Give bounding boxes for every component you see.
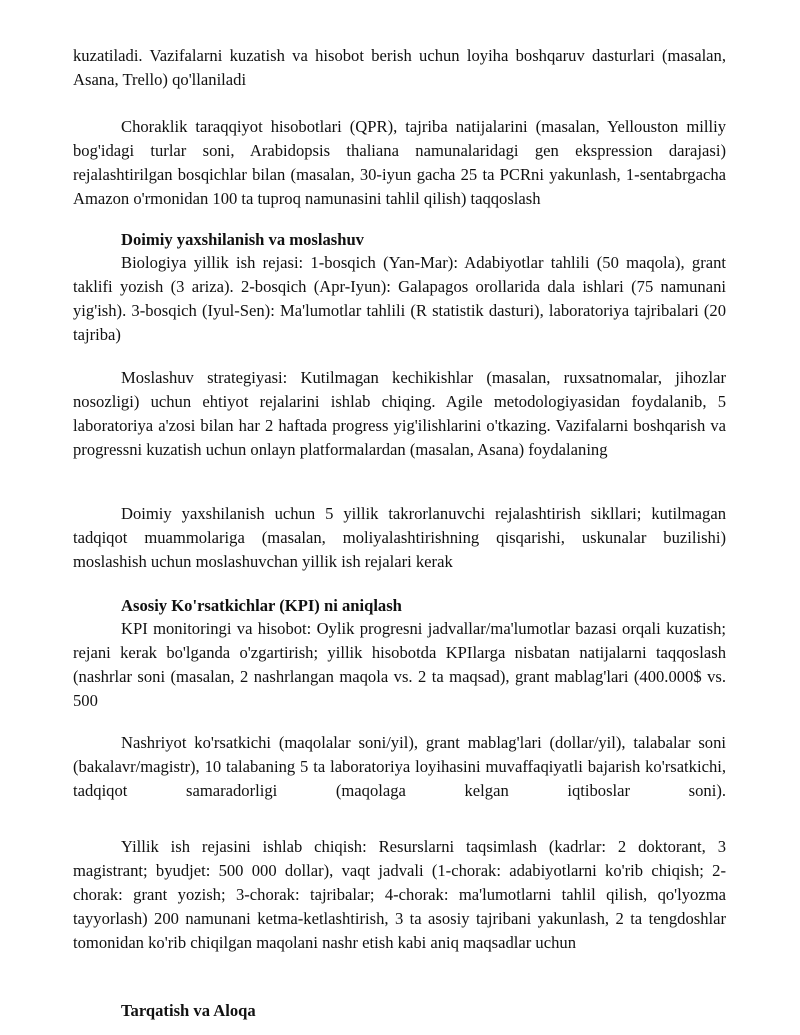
heading-dissemination: Tarqatish va Aloqa bbox=[121, 1001, 256, 1020]
paragraph-adaptation-strategy: Moslashuv strategiyasi: Kutilmagan kechikishlar (masalan, ruxsatnomalar, jihozlar nosozligi) uchun ehtiyot rejalarini ishlab chiqing. Agile metodologiyasidan foydalanib, 5 laboratoriya a'zosi bilan har 2 haftada progress yig'ilishlarini o'tkazing. Vazifalarni boshqarish va progressni kuzatish uchun onlayn platformalardan (masalan, Asana) foydalaning bbox=[73, 368, 726, 460]
paragraph-annual-plan-development: Yillik ish rejasini ishlab chiqish: Resurslarni taqsimlash (kadrlar: 2 doktorant, 3 magistrant; byudjet: 500 000 dollar), vaqt jadvali (1-chorak: adabiyotlarni ko'rib chiqish; 2-chorak: grant yozish; 3-chorak: tajribalar; 4-chorak: ma'lumotlarni tahlil qilish, qo'lyozma tayyorlash) 200 namunani ketma-ketlashtirish, 3 ta asosiy tajribani yakunlash, 2 ta tengdoshlar tomonidan ko'rib chiqilgan maqolani nashr etish kabi aniq maqsadlar uchun bbox=[73, 837, 726, 953]
heading-kpi: Asosiy Ko'rsatkichlar (KPI) ni aniqlash bbox=[121, 596, 402, 615]
paragraph-task-tracking: kuzatiladi. Vazifalarni kuzatish va hisobot berish uchun loyiha boshqaruv dasturlari (masalan, Asana, Trello) qo'llaniladi bbox=[73, 46, 726, 90]
paragraph-kpi-monitoring: KPI monitoringi va hisobot: Oylik progresni jadvallar/ma'lumotlar bazasi orqali kuzatish; rejani kerak bo'lganda o'zgartirish; yillik hisobotda KPIlarga nisbatan natijalarni taqqoslash (nashrlar soni (masalan, 2 nashrlangan maqola vs. 2 ta maqsad), grant mablag'lari (400.000$ vs. 500 bbox=[73, 619, 726, 711]
paragraph-quarterly-reports: Choraklik taraqqiyot hisobotlari (QPR), tajriba natijalarini (masalan, Yellouston milliy bog'idagi turlar soni, Arabidopsis thaliana namunalaridagi gen ekspression darajasi) rejalashtirilgan bosqichlar bilan (masalan, 30-iyun gacha 25 ta PCRni yakunlash, 1-sentabrgacha Amazon o'rmonidan 100 ta tuproq namunasini tahlil qilish) taqqoslash bbox=[73, 117, 726, 209]
paragraph-annual-plan-phases: Biologiya yillik ish rejasi: 1-bosqich (Yan-Mar): Adabiyotlar tahlili (50 maqola), grant taklifi yozish (3 ariza). 2-bosqich (Apr-Iyun): Galapagos orollarida dala ishlari (75 namunani yig'ish). 3-bosqich (Iyul-Sen): Ma'lumotlar tahlili (R statistik dasturi), laboratoriya tajribalari (20 tajriba) bbox=[73, 253, 726, 345]
heading-continuous-improvement: Doimiy yaxshilanish va moslashuv bbox=[121, 230, 364, 249]
paragraph-publication-metrics: Nashriyot ko'rsatkichi (maqolalar soni/yil), grant mablag'lari (dollar/yil), talabalar soni (bakalavr/magistr), 10 talabaning 5 ta laboratoriya loyihasini muvaffaqiyatli bajarish ko'rsatkichi, tadqiqot samaradorligi (maqolaga kelgan iqtiboslar soni). bbox=[73, 733, 726, 801]
paragraph-improvement-cycles: Doimiy yaxshilanish uchun 5 yillik takrorlanuvchi rejalashtirish sikllari; kutilmagan tadqiqot muammolariga (masalan, moliyalashtirishning qisqarishi, uskunalar buzilishi) moslashish uchun moslashuvchan yillik ish rejalari kerak bbox=[73, 504, 726, 572]
